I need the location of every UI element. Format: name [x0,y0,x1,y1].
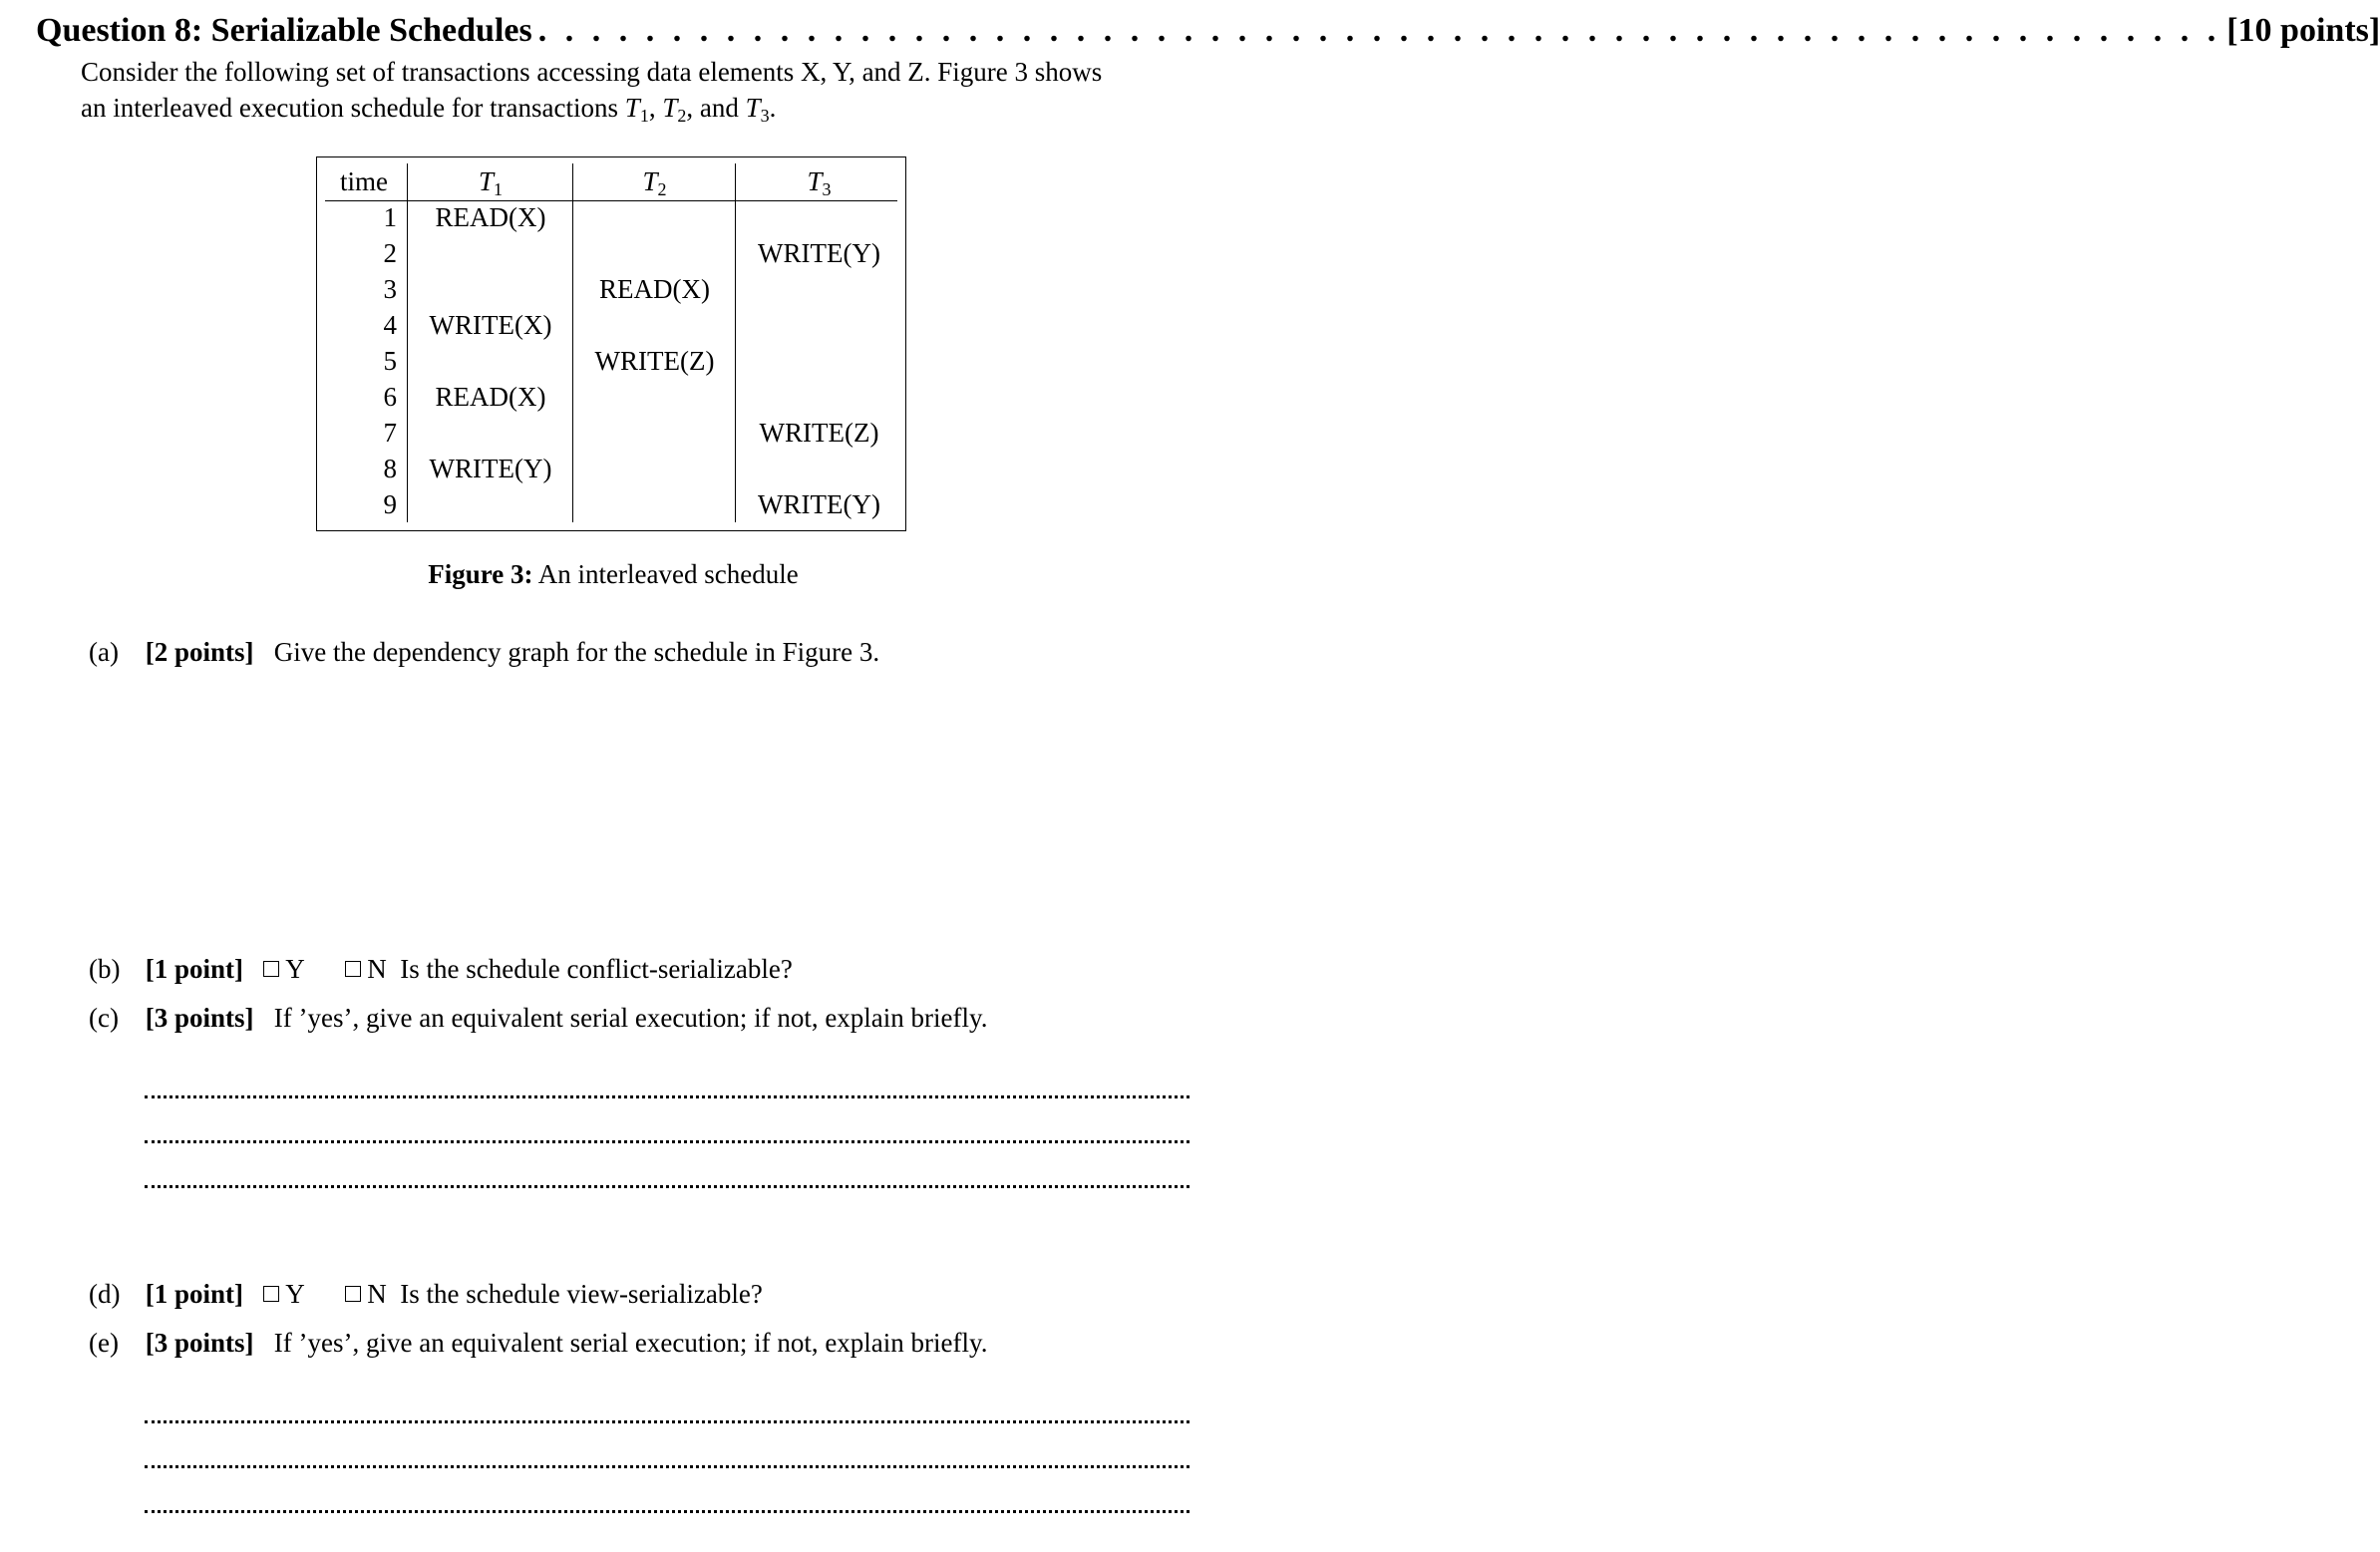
time-cell: 6 [383,382,397,412]
operation-cell-t1: WRITE(X) [429,310,552,340]
header-t2: $T_2$ [642,166,667,199]
part-a [89,634,879,670]
operation-cell-t1: READ(X) [435,202,546,232]
intro-end: . [769,93,777,123]
intro-paragraph [81,54,1207,126]
schedule-table [316,156,906,531]
column-separator [407,163,408,522]
part-a-label: (a) [89,637,119,667]
time-cell: 9 [383,489,397,519]
part-d-no-label: N [367,1279,387,1309]
t1-ref: $T_1$ [624,93,649,126]
intro-line-2 [81,90,1207,126]
column-separator [735,163,736,522]
part-b-text: Is the schedule conflict-serializable? [400,954,793,984]
question-header [36,12,2380,56]
operation-cell-t2: READ(X) [599,274,710,304]
header-time: time [340,166,388,196]
part-d-text: Is the schedule view-serializable? [400,1279,763,1309]
checkbox-d-yes[interactable] [263,1286,279,1302]
part-b-yes-label: Y [285,954,305,984]
part-e-text: If ’yes’, give an equivalent serial execution; if not, explain briefly. [273,1328,988,1358]
answer-line-e-1[interactable] [145,1420,1190,1423]
part-a-points: [2 points] [145,637,254,667]
part-c-points: [3 points] [145,1003,254,1033]
part-d-label: (d) [89,1279,121,1309]
time-cell: 2 [383,238,397,268]
operation-cell-t1: READ(X) [435,382,546,412]
part-b-points: [1 point] [145,954,244,984]
intro-sep-1: , [648,93,663,123]
operation-cell-t3: WRITE(Z) [759,418,879,448]
figure-label: Figure 3: [428,559,533,589]
checkbox-b-no[interactable] [345,961,361,977]
part-e-points: [3 points] [145,1328,254,1358]
part-d [89,1276,763,1312]
part-c-text: If ’yes’, give an equivalent serial execution; if not, explain briefly. [273,1003,988,1033]
part-c [89,1000,988,1036]
dot-leader: . . . . . . . . . . . . . . . . . . . . . . . . . . . . . . . . . . . . . . . . . . . . . . . . . . . . . . . . . . . . . . . [537,12,2221,49]
answer-line-c-3[interactable] [145,1185,1190,1188]
figure-caption-text: An interleaved schedule [532,559,799,589]
operation-cell-t3: WRITE(Y) [758,238,880,268]
intro-line-1: Consider the following set of transactions accessing data elements X, Y, and Z. Figure 3 shows [81,57,1103,87]
column-separator [572,163,573,522]
operation-cell-t1: WRITE(Y) [429,454,552,483]
answer-line-c-1[interactable] [145,1095,1190,1098]
checkbox-d-no[interactable] [345,1286,361,1302]
operation-cell-t3: WRITE(Y) [758,489,880,519]
figure-caption [0,556,1226,592]
time-cell: 3 [383,274,397,304]
time-cell: 8 [383,454,397,483]
intro-sep-2: , and [686,93,746,123]
part-e-label: (e) [89,1328,119,1358]
part-b [89,951,793,987]
part-a-text: Give the dependency graph for the schedule in Figure 3. [273,637,880,667]
intro-line-2-text: an interleaved execution schedule for transactions [81,93,625,123]
answer-line-c-2[interactable] [145,1140,1190,1143]
part-d-points: [1 point] [145,1279,244,1309]
answer-line-e-3[interactable] [145,1510,1190,1513]
header-t1: $T_1$ [478,166,504,199]
time-cell: 4 [383,310,397,340]
checkbox-b-yes[interactable] [263,961,279,977]
t3-ref: $T_3$ [745,93,770,126]
time-cell: 1 [383,202,397,232]
part-b-label: (b) [89,954,121,984]
part-b-no-label: N [367,954,387,984]
time-cell: 5 [383,346,397,376]
time-cell: 7 [383,418,397,448]
operation-cell-t2: WRITE(Z) [594,346,715,376]
part-c-label: (c) [89,1003,119,1033]
question-points: [10 points] [2226,12,2380,49]
part-d-yes-label: Y [285,1279,305,1309]
t2-ref: $T_2$ [662,93,687,126]
part-e [89,1325,988,1361]
question-title: Question 8: Serializable Schedules [36,12,532,49]
header-t3: $T_3$ [807,166,832,199]
answer-line-e-2[interactable] [145,1465,1190,1468]
